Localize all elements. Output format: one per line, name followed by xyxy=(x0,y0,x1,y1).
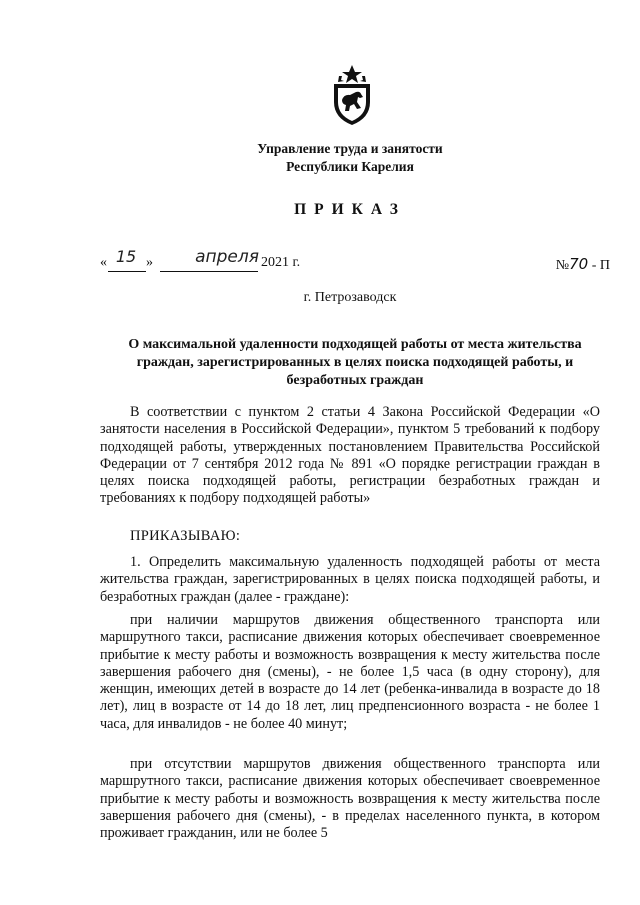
date-day-handwritten: 15 xyxy=(115,247,137,266)
city-name: г. Петрозаводск xyxy=(303,290,397,305)
intro-paragraph: В соответствии с пунктом 2 статьи 4 Закона Российской Федерации «О занятости населения в Российской Федерации», пунктом 5 требований к подбору подходящей работы, утвержденных постановлением Правительства Российской Федерации от 7 сентября 2012 года № 891 «О порядке регистрации граждан в целях поиска подходящей работы, регистрации безработных граждан и требованиях к подбору подходящей работы» xyxy=(100,404,600,507)
date-close-quote: » xyxy=(146,255,153,270)
date-year: 2021 г. xyxy=(261,255,301,270)
order-word: ПРИКАЗЫВАЮ: xyxy=(130,528,241,544)
order-number-handwritten: 70 xyxy=(569,255,589,273)
document-type-title: ПРИКАЗ xyxy=(294,201,406,218)
order-number-prefix: № xyxy=(555,258,570,273)
date-number-row xyxy=(100,247,610,279)
date-month-handwritten: апреля xyxy=(195,247,259,267)
item-1b-paragraph: при отсутствии маршрутов движения общественного транспорта или маршрутного такси, расписание движения которых обеспечивает своевременное прибытие к месту работы и возможность возвращения к месту жительства после завершения рабочего дня (смены), - в пределах населенного пункта, в котором проживает гражданин, или не более 5 xyxy=(100,756,600,842)
document-title: О максимальной удаленности подходящей работы от места жительства граждан, зарегистрированных в целях поиска подходящей работы, и безработных граждан xyxy=(128,337,582,388)
date-open-quote: « xyxy=(100,255,107,270)
order-number xyxy=(556,255,610,274)
date-month-underline xyxy=(160,271,258,272)
order-number-suffix: - П xyxy=(591,258,610,273)
agency-name-line2: Республики Карелия xyxy=(286,159,414,174)
item-1a-paragraph: при наличии маршрутов движения общественного транспорта или маршрутного такси, расписание движения которых обеспечивает своевременное прибытие к месту работы и возможность возвращения к месту жительства после завершения рабочего дня (смены), - не более 1,5 часа (в одну сторону), для женщин, имеющих детей в возрасте до 14 лет (ребенка-инвалида в возрасте до 18 лет), лиц в возрасте от 14 до 18 лет, лиц предпенсионного возраста - не более 1 часа, для инвалидов - не более 40 минут; xyxy=(100,612,600,732)
coat-of-arms-emblem xyxy=(330,64,374,126)
agency-name-line1: Управление труда и занятости xyxy=(257,141,443,156)
item-1-paragraph: 1. Определить максимальную удаленность подходящей работы от места жительства граждан, зарегистрированных в целях поиска подходящей работы, и безработных граждан (далее - граждане): xyxy=(100,554,600,605)
date-day-underline xyxy=(108,271,146,272)
